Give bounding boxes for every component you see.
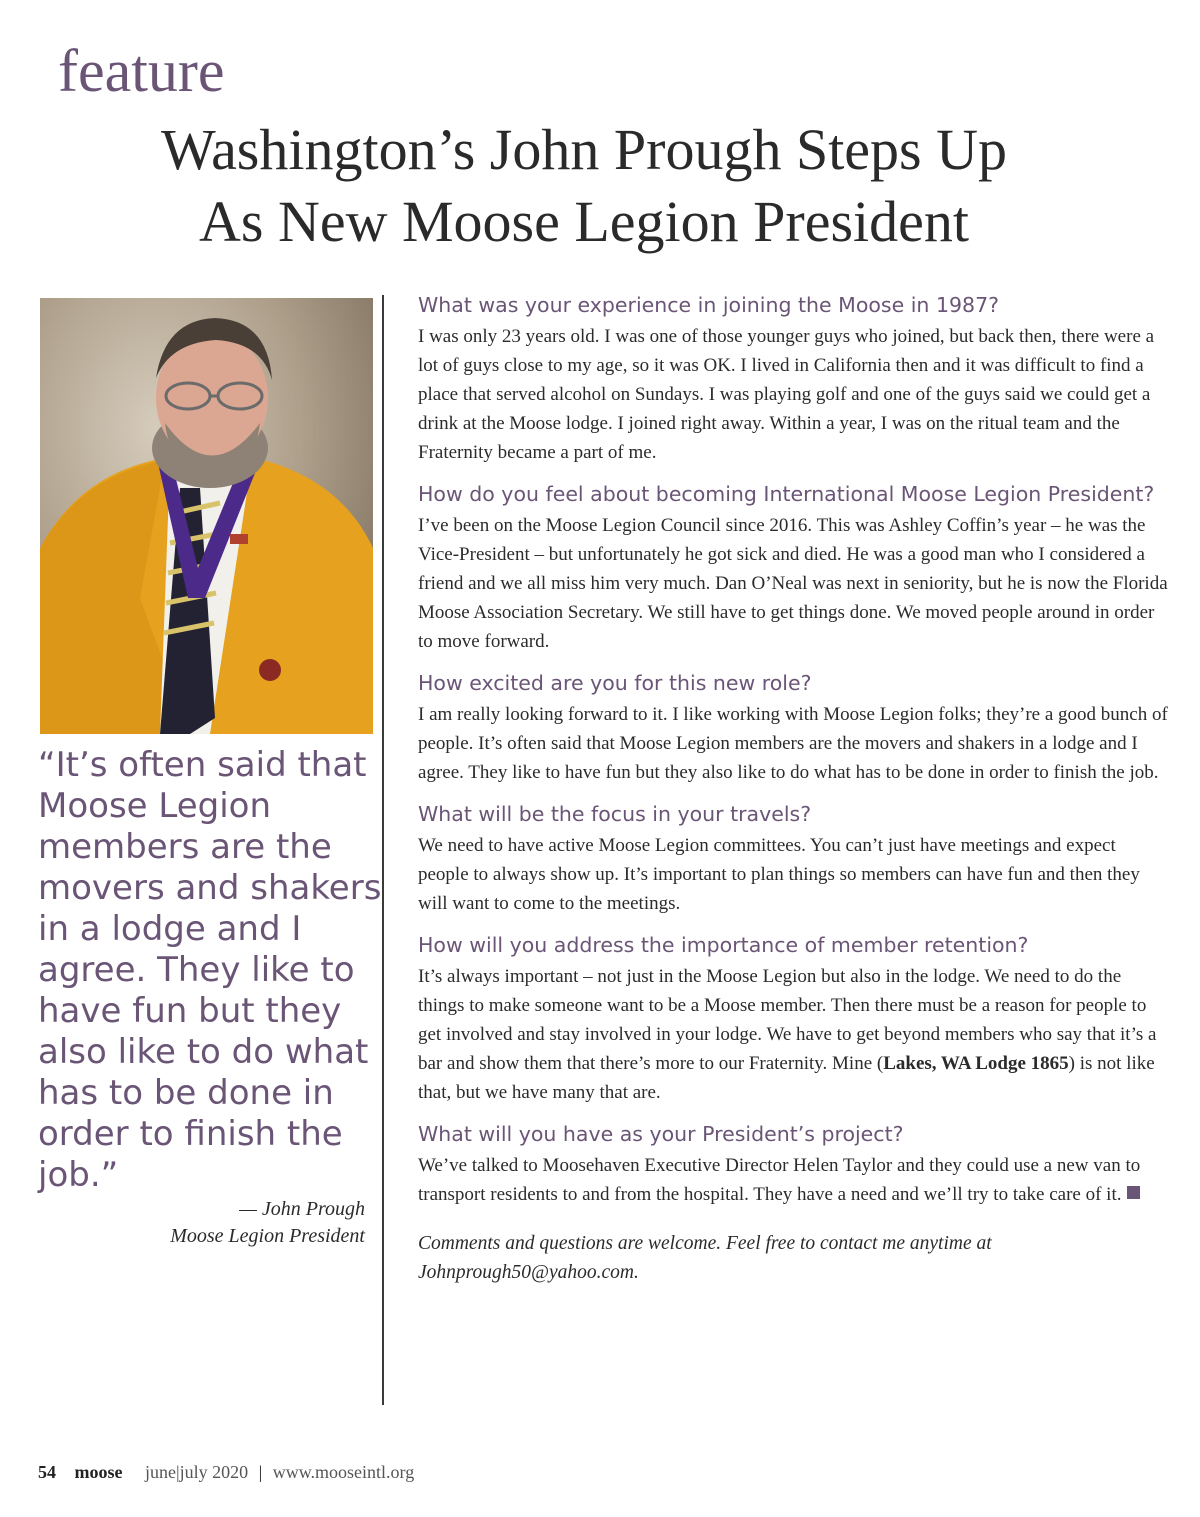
lodge-name: Lakes, WA Lodge 1865 (883, 1053, 1069, 1074)
magazine-name: moose (74, 1462, 123, 1482)
qa-item (418, 1119, 1170, 1209)
page-number: 54 (38, 1462, 56, 1482)
qa-item (418, 290, 1170, 467)
issue-date: june|july 2020 (145, 1462, 249, 1482)
headline-line-1: Washington’s John Prough Steps Up (160, 117, 1008, 182)
answer-text: We’ve talked to Moosehaven Executive Director Helen Taylor and they could use a new van to transport residents to and from the hospital. They have a need and we’ll try to take care of it. (418, 1155, 1141, 1205)
footer-separator: | (258, 1462, 263, 1482)
attribution-title: Moose Legion President (170, 1225, 365, 1247)
answer: I was only 23 years old. I was one of those younger guys who joined, but back then, there were a lot of guys close to my age, so it was OK. I lived in California then and it was difficult to find a place that served alcohol on Sundays. I was playing golf and one of the guys said we could get a drink at the Moose lodge. I joined right away. Within a year, I was on the ritual team and the Fraternity became a part of me. (418, 326, 1155, 463)
portrait-photo (40, 298, 373, 734)
qa-item (418, 668, 1170, 787)
page-footer (38, 1462, 414, 1483)
qa-item (418, 930, 1170, 1107)
attribution-name: — John Prough (239, 1198, 365, 1220)
pull-quote: “It’s often said that Moose Legion members are the movers and shakers in a lodge and I agree. They like to have fun but they also like to do what has to be done in order to finish the job.” (38, 745, 382, 1195)
column-divider (382, 295, 384, 1405)
answer: I’ve been on the Moose Legion Council since 2016. This was Ashley Coffin’s year – he was the Vice-President – but unfortunately he got sick and died. He was a good man who I considered a friend and we all miss him very much. Dan O’Neal was next in seniority, but he is now the Florida Moose Association Secretary. We still have to get things done. We moved people around in order to move forward. (418, 515, 1168, 652)
headline (0, 114, 1168, 258)
website-link[interactable]: www.mooseintl.org (272, 1462, 415, 1482)
qa-item (418, 799, 1170, 918)
answer: I am really looking forward to it. I like working with Moose Legion folks; they’re a good bunch of people. It’s often said that Moose Legion members are the movers and shakers in a lodge and I agree. They like to have fun but they also like to do what has to be done in order to finish the job. (418, 704, 1168, 783)
headline-line-2: As New Moose Legion President (198, 189, 969, 254)
closing-note: Comments and questions are welcome. Feel free to contact me anytime at Johnprough50@yahoo.com. (418, 1233, 992, 1283)
answer (418, 1151, 1170, 1209)
section-label: feature (58, 38, 225, 104)
end-of-article-mark (1127, 1186, 1140, 1199)
question: What was your experience in joining the Moose in 1987? (418, 293, 999, 317)
interview-body (418, 290, 1170, 1287)
answer-text: ) is not like that, but we have many that are. (418, 1053, 1155, 1103)
qa-item (418, 479, 1170, 656)
answer-text: It’s always important – not just in the Moose Legion but also in the lodge. We need to do the things to make someone want to be a Moose member. Then there must be a reason for people to get involved and stay involved in your lodge. We have to get beyond members who say that it’s a bar and show them that there’s more to our Fraternity. Mine ( (418, 966, 1157, 1074)
quote-attribution (40, 1196, 365, 1250)
question: How will you address the importance of member retention? (418, 933, 1029, 957)
question: How excited are you for this new role? (418, 671, 812, 695)
question: What will you have as your President’s project? (418, 1122, 904, 1146)
answer: We need to have active Moose Legion committees. You can’t just have meetings and expect people to always show up. It’s important to plan things so members can have fun and then they will want to come to the meetings. (418, 835, 1140, 914)
question: What will be the focus in your travels? (418, 802, 812, 826)
question: How do you feel about becoming International Moose Legion President? (418, 482, 1155, 506)
answer (418, 962, 1170, 1107)
